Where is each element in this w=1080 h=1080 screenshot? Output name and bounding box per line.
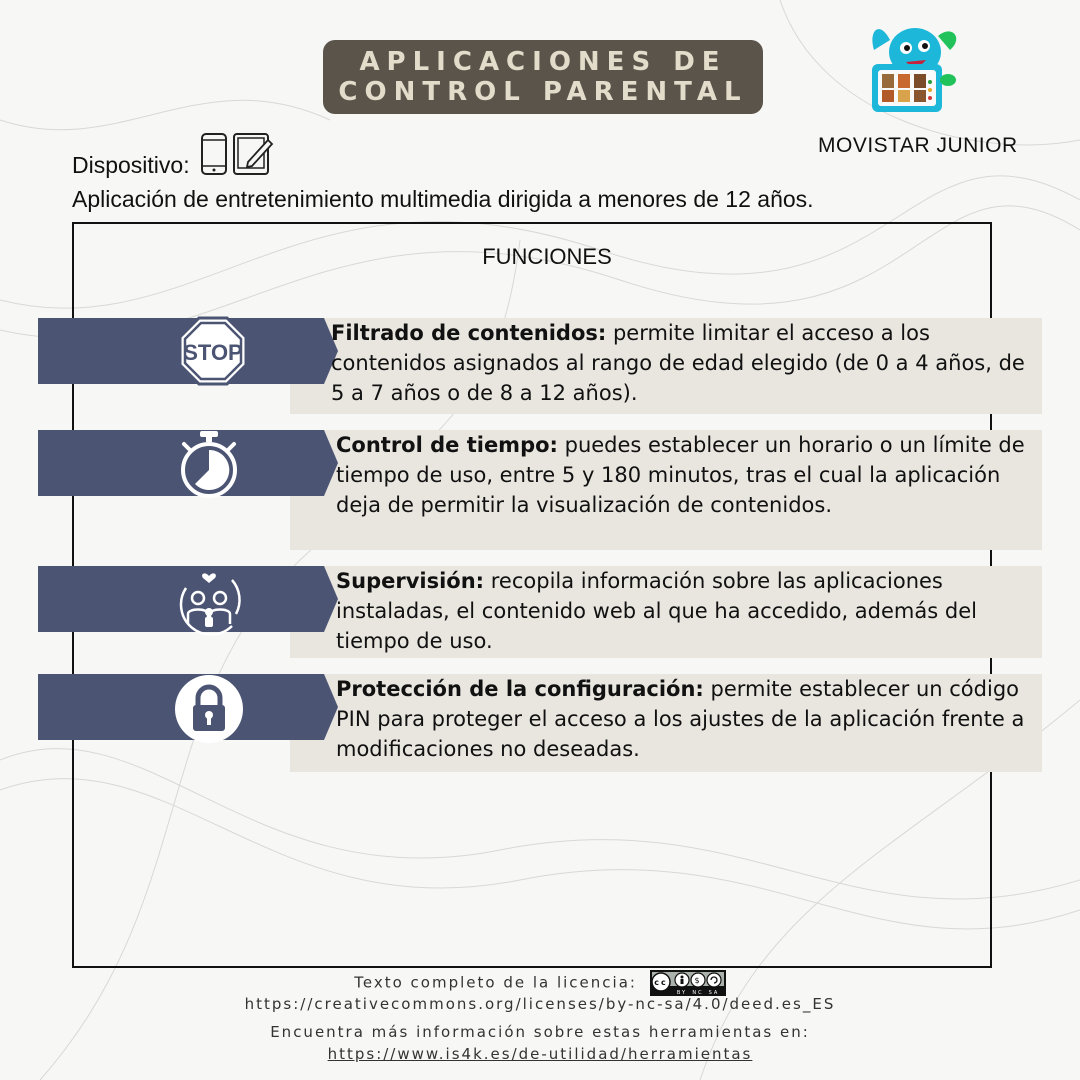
license-label: Texto completo de la licencia: [354,973,637,992]
feature-text [331,318,1031,408]
feature-supervision [0,566,1080,658]
svg-text:SA: SA [708,990,720,996]
tablet-icon [232,132,274,180]
more-info-label: Encuentra más información sobre estas herramientas en: [270,1023,810,1041]
title-line-2: CONTROL PARENTAL [338,77,748,107]
app-description: Aplicación de entretenimiento multimedia dirigida a menores de 12 años. [72,186,814,212]
cc-by-nc-sa-badge [650,970,726,996]
svg-text:cc: cc [653,978,668,987]
functions-title: FUNCIONES [482,244,612,269]
stop-sign-icon [178,316,248,386]
more-info-link[interactable]: https://www.is4k.es/de-utilidad/herramientas [327,1045,753,1063]
svg-text:BY: BY [676,990,687,996]
feature-text [336,674,1036,764]
app-name: MOVISTAR JUNIOR [818,134,1018,157]
feature-config-protection [0,674,1080,772]
feature-time-control [0,430,1080,550]
svg-text:$: $ [694,976,702,985]
feature-title: Filtrado de contenidos: [331,321,607,345]
movistar-junior-mascot-icon [860,20,970,120]
feature-body: puedes establecer un horario o un límite de tiempo de uso, entre 5 y 180 minutos, tras el cual la aplicación deja de permitir la visualización de contenidos. [336,433,1025,517]
feature-body: permite establecer un código PIN para proteger el acceso a los ajustes de la aplicación frente a modificaciones no deseadas. [336,677,1025,761]
feature-title: Supervisión: [336,569,485,593]
family-icon [174,566,244,636]
title-line-1: APLICACIONES DE [359,47,727,77]
padlock-icon [174,674,244,744]
svg-text:NC: NC [692,990,704,996]
feature-title: Control de tiempo: [336,433,558,457]
title-banner [323,40,763,114]
svg-text:STOP: STOP [183,340,243,365]
device-label: Dispositivo: [72,152,190,178]
license-label-row [0,970,1080,996]
feature-body: recopila información sobre las aplicaciones instaladas, el contenido web al que ha accedido, además del tiempo de uso. [336,569,977,653]
stopwatch-icon [176,430,242,500]
license-url[interactable]: https://creativecommons.org/licenses/by-nc-sa/4.0/deed.es_ES [244,995,836,1013]
feature-text [336,566,1036,656]
feature-body: permite limitar el acceso a los contenidos asignados al rango de edad elegido (de 0 a 4 años, de 5 a 7 años o de 8 a 12 años). [331,321,1025,405]
feature-text [336,430,1036,520]
feature-content-filter [0,318,1080,414]
device-row [72,134,274,180]
feature-title: Protección de la configuración: [336,677,704,701]
smartphone-icon [200,132,228,180]
